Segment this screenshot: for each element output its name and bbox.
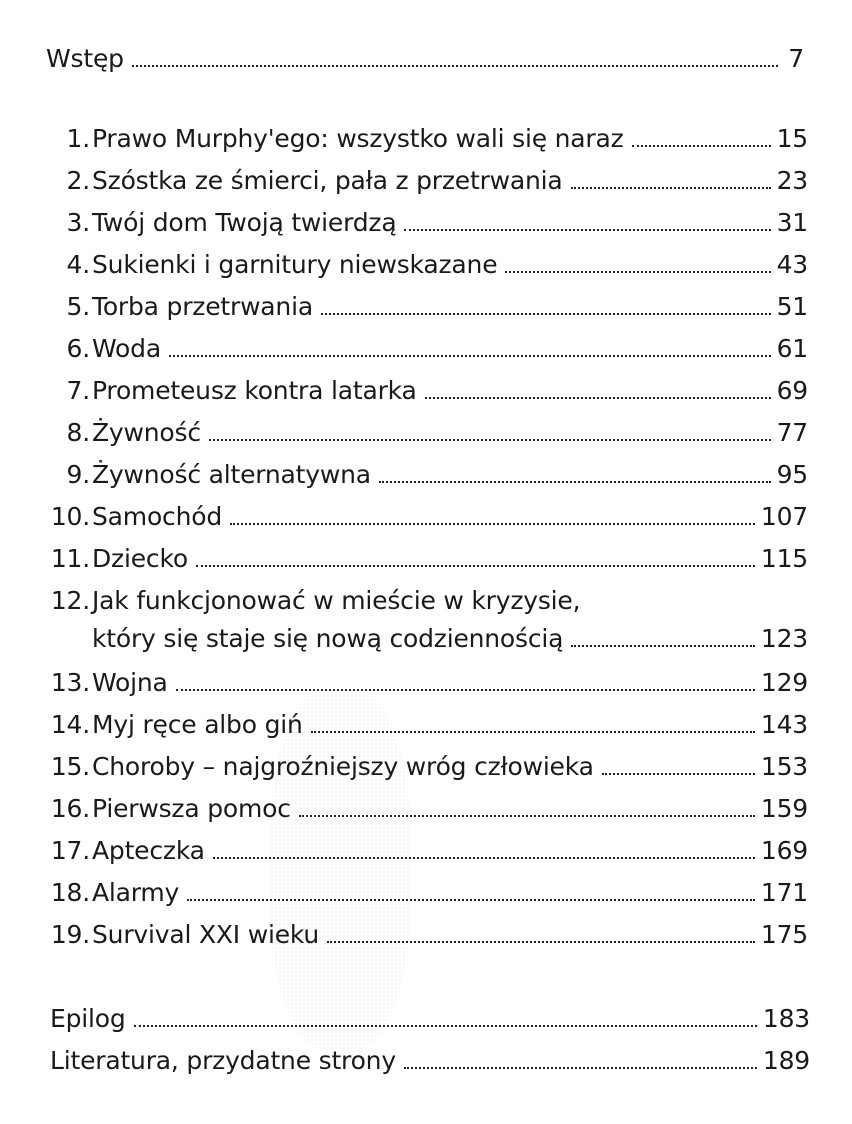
toc-entry-title: Szóstka ze śmierci, pała z przetrwania — [92, 166, 563, 195]
toc-entry-chapter[interactable] — [46, 504, 808, 529]
toc-entry-title: Literatura, przydatne strony — [50, 1046, 396, 1075]
toc-entry-chapter[interactable] — [46, 922, 808, 947]
print-speckle — [270, 690, 410, 1050]
chapter-number: 2. — [66, 166, 90, 195]
chapter-number: 19. — [50, 920, 90, 949]
dot-leader — [404, 229, 770, 231]
toc-entry-page: 7 — [788, 44, 804, 73]
toc-entry-page: 189 — [762, 1046, 810, 1075]
chapter-number: 4. — [66, 250, 90, 279]
dot-leader — [571, 187, 771, 189]
dot-leader — [176, 689, 755, 691]
dot-leader — [425, 397, 771, 399]
toc-entry-literature[interactable] — [50, 1048, 810, 1073]
toc-entry-title: Survival XXI wieku — [92, 920, 320, 949]
toc-entry-title: Woda — [92, 334, 161, 363]
toc-entry-chapter-12-line1[interactable] — [46, 588, 580, 613]
toc-entry-chapter[interactable] — [46, 168, 808, 193]
toc-entry-title: Torba przetrwania — [92, 292, 313, 321]
toc-entry-title: Jak funkcjonować w mieście w kryzysie, — [92, 586, 581, 615]
toc-entry-title: Dziecko — [92, 544, 188, 573]
chapter-number: 7. — [66, 376, 90, 405]
toc-entry-title: Twój dom Twoją twierdzą — [92, 208, 397, 237]
toc-entry-title-continued: który się staje się nową codziennością — [92, 624, 564, 653]
toc-entry-title: Pierwsza pomoc — [92, 794, 291, 823]
toc-entry-page: 51 — [776, 292, 808, 321]
toc-entry-chapter-12-line2[interactable] — [92, 626, 808, 651]
toc-entry-title: Wstęp — [46, 44, 124, 73]
chapter-number: 11. — [50, 544, 90, 573]
chapter-number: 1. — [66, 124, 90, 153]
chapter-number: 5. — [66, 292, 90, 321]
toc-entry-chapter[interactable] — [46, 462, 808, 487]
toc-entry-chapter[interactable] — [46, 336, 808, 361]
toc-entry-page: 143 — [760, 710, 808, 739]
toc-entry-page: 61 — [776, 334, 808, 363]
toc-entry-page: 159 — [760, 794, 808, 823]
toc-entry-chapter[interactable] — [46, 252, 808, 277]
toc-entry-chapter[interactable] — [46, 378, 808, 403]
dot-leader — [379, 481, 771, 483]
toc-entry-chapter[interactable] — [46, 670, 808, 695]
toc-entry-chapter[interactable] — [46, 880, 808, 905]
toc-entry-page: 115 — [760, 544, 808, 573]
chapter-number: 10. — [50, 502, 90, 531]
toc-entry-title: Alarmy — [92, 878, 180, 907]
toc-entry-page: 175 — [760, 920, 808, 949]
toc-entry-title: Prawo Murphy'ego: wszystko wali się naraz — [92, 124, 624, 153]
toc-entry-page: 171 — [760, 878, 808, 907]
chapter-number: 14. — [50, 710, 90, 739]
toc-entry-chapter[interactable] — [46, 294, 808, 319]
dot-leader — [209, 439, 771, 441]
toc-entry-page: 69 — [776, 376, 808, 405]
dot-leader — [196, 565, 755, 567]
toc-entry-title: Żywność — [92, 418, 201, 447]
dot-leader — [632, 145, 771, 147]
toc-entry-page: 15 — [776, 124, 808, 153]
toc-entry-chapter[interactable] — [46, 420, 808, 445]
chapter-number: 13. — [50, 668, 90, 697]
toc-entry-page: 129 — [760, 668, 808, 697]
toc-entry-title: Sukienki i garnitury niewskazane — [92, 250, 498, 279]
toc-entry-chapter[interactable] — [46, 754, 808, 779]
toc-entry-title: Choroby – najgroźniejszy wróg człowieka — [92, 752, 594, 781]
toc-entry-page: 153 — [760, 752, 808, 781]
chapter-number: 3. — [66, 208, 90, 237]
chapter-number: 16. — [50, 794, 90, 823]
dot-leader — [327, 941, 755, 943]
dot-leader — [134, 1025, 757, 1027]
toc-entry-title: Żywność alternatywna — [92, 460, 371, 489]
dot-leader — [602, 773, 755, 775]
toc-entry-epilog[interactable] — [50, 1006, 810, 1031]
toc-entry-title: Wojna — [92, 668, 168, 697]
dot-leader — [213, 857, 755, 859]
chapter-number: 17. — [50, 836, 90, 865]
toc-entry-page: 23 — [776, 166, 808, 195]
toc-entry-intro[interactable] — [46, 46, 804, 71]
toc-entry-page: 77 — [776, 418, 808, 447]
dot-leader — [404, 1067, 757, 1069]
toc-entry-page: 31 — [776, 208, 808, 237]
chapter-number: 18. — [50, 878, 90, 907]
toc-entry-title: Apteczka — [92, 836, 205, 865]
chapter-number: 9. — [66, 460, 90, 489]
toc-entry-chapter[interactable] — [46, 546, 808, 571]
toc-entry-chapter[interactable] — [46, 796, 808, 821]
toc-entry-chapter[interactable] — [46, 838, 808, 863]
dot-leader — [321, 313, 771, 315]
toc-entry-title: Samochód — [92, 502, 222, 531]
chapter-number: 6. — [66, 334, 90, 363]
chapter-number: 12. — [50, 586, 90, 615]
toc-entry-chapter[interactable] — [46, 126, 808, 151]
dot-leader — [169, 355, 771, 357]
toc-entry-title: Myj ręce albo giń — [92, 710, 303, 739]
toc-entry-page: 43 — [776, 250, 808, 279]
dot-leader — [505, 271, 770, 273]
chapter-number: 8. — [66, 418, 90, 447]
toc-entry-page: 183 — [762, 1004, 810, 1033]
dot-leader — [187, 899, 755, 901]
toc-entry-chapter[interactable] — [46, 712, 808, 737]
dot-leader — [132, 65, 778, 67]
toc-entry-title: Prometeusz kontra latarka — [92, 376, 417, 405]
dot-leader — [311, 731, 755, 733]
dot-leader — [571, 645, 755, 647]
toc-entry-title: Epilog — [50, 1004, 126, 1033]
toc-entry-chapter[interactable] — [46, 210, 808, 235]
dot-leader — [230, 523, 755, 525]
toc-entry-page: 107 — [760, 502, 808, 531]
toc-entry-page: 95 — [776, 460, 808, 489]
dot-leader — [299, 815, 755, 817]
toc-entry-page: 123 — [760, 624, 808, 653]
toc-entry-page: 169 — [760, 836, 808, 865]
chapter-number: 15. — [50, 752, 90, 781]
